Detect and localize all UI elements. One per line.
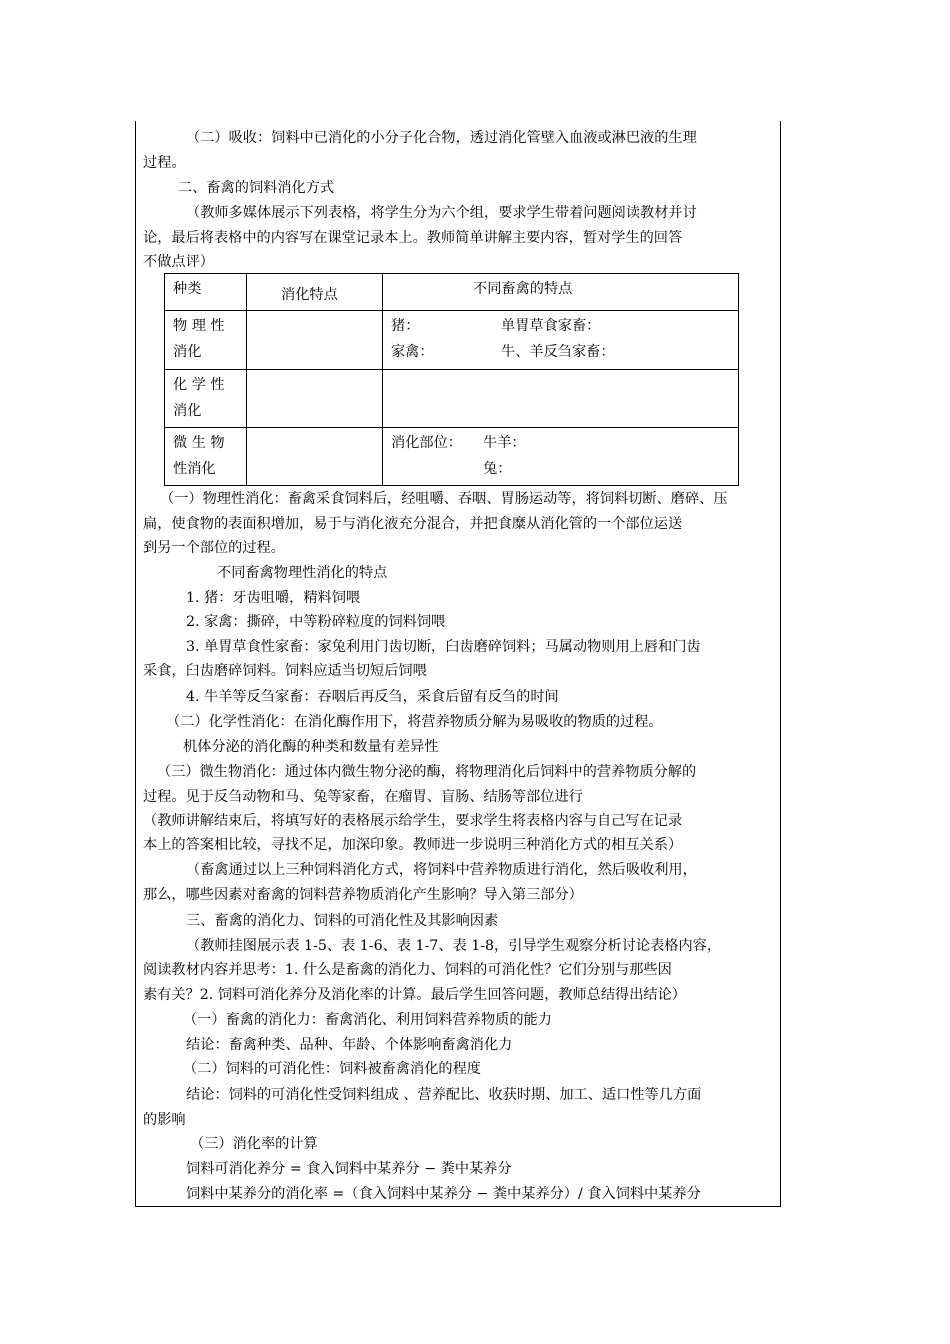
text-line: 素有关？2. 饲料可消化养分及消化率的计算。最后学生回答问题，教师总结得出结论） — [143, 987, 686, 1003]
text-line: （三）消化率的计算 — [190, 1136, 318, 1152]
text-line: （二）吸收：饲料中已消化的小分子化合物，透过消化管壁入血液或淋巴液的生理 — [186, 130, 697, 146]
row-type-line: 消化 — [173, 344, 202, 360]
row-animals-cell — [383, 428, 739, 486]
text-line: （畜禽通过以上三种饲料消化方式，将饲料中营养物质进行消化，然后吸收利用， — [186, 862, 697, 878]
list-item: 2. 家禽：撕碎，中等粉碎粒度的饲料饲喂 — [186, 614, 446, 630]
table-row — [165, 311, 739, 370]
text-line: （三）微生物消化：通过体内微生物分泌的酶，将物理消化后饲料中的营养物质分解的 — [157, 764, 697, 780]
formula-line: 饲料中某养分的消化率 =（食入饲料中某养分 − 粪中某养分）/ 食入饲料中某养分 — [186, 1186, 701, 1202]
text-line: 不做点评） — [143, 254, 214, 270]
header-type: 种类 — [165, 274, 247, 311]
row-type-line: 性消化 — [173, 461, 216, 477]
text-line: （一）物理性消化：畜禽采食饲料后，经咀嚼、吞咽、胃肠运动等，将饲料切断、磨碎、压 — [160, 491, 728, 507]
text-line: （教师挂图展示表 1-5、表 1-6、表 1-7、表 1-8，引导学生观察分析讨论表格内容， — [186, 938, 722, 954]
list-item: 4. 牛羊等反刍家畜：吞咽后再反刍，采食后留有反刍的时间 — [186, 689, 559, 705]
list-item: 1. 猪：牙齿咀嚼，精料饲喂 — [186, 590, 361, 606]
section-heading: 三、畜禽的消化力、饲料的可消化性及其影响因素 — [186, 913, 499, 929]
cell-text: 牛、羊反刍家畜： — [501, 344, 615, 360]
cell-text: 单胃草食家畜： — [501, 318, 601, 334]
section-heading: 二、畜禽的饲料消化方式 — [178, 180, 335, 196]
cell-text: 牛羊： — [483, 435, 526, 451]
row-type — [165, 370, 247, 428]
row-type — [165, 311, 247, 370]
sub-heading: 不同畜禽物理性消化的特点 — [217, 565, 388, 581]
table-row — [165, 428, 739, 486]
text-line: 到另一个部位的过程。 — [143, 540, 285, 556]
row-type-line: 微 生 物 — [173, 435, 225, 451]
text-line: （二）化学性消化：在消化酶作用下，将营养物质分解为易吸收的物质的过程。 — [166, 714, 663, 730]
table-header-row — [165, 274, 739, 311]
text-line: 结论：畜禽种类、品种、年龄、个体影响畜禽消化力 — [186, 1037, 513, 1053]
text-line: 论，最后将表格中的内容写在课堂记录本上。教师简单讲解主要内容，暂对学生的回答 — [143, 230, 683, 246]
header-feature: 消化特点 — [247, 274, 383, 311]
text-line: 过程。见于反刍动物和马、兔等家畜，在瘤胃、盲肠、结肠等部位进行 — [143, 789, 583, 805]
text-line: 那么，哪些因素对畜禽的饲料营养物质消化产生影响？导入第三部分） — [143, 887, 583, 903]
row-feature-cell — [247, 370, 383, 428]
text-line: （二）饲料的可消化性：饲料被畜禽消化的程度 — [183, 1061, 481, 1077]
cell-text: 家禽： — [391, 344, 434, 360]
text-line: （教师讲解结束后，将填写好的表格展示给学生，要求学生将表格内容与自己写在记录 — [143, 813, 683, 829]
text-line: 结论：饲料的可消化性受饲料组成 、营养配比、收获时期、加工、适口性等几方面 — [186, 1087, 702, 1103]
text-line: 本上的答案相比较，寻找不足，加深印象。教师进一步说明三种消化方式的相互关系） — [143, 837, 683, 853]
text-line: （一）畜禽的消化力：畜禽消化、利用饲料营养物质的能力 — [183, 1012, 552, 1028]
row-animals-cell — [383, 311, 739, 370]
text-line: 采食，臼齿磨碎饲料。饲料应适当切短后饲喂 — [143, 663, 427, 679]
text-line: 机体分泌的消化酶的种类和数量有差异性 — [183, 739, 439, 755]
cell-text: 消化部位： — [391, 435, 462, 451]
text-line: 过程。 — [143, 155, 186, 171]
row-type — [165, 428, 247, 486]
row-type-line: 消化 — [173, 403, 202, 419]
row-type-line: 物 理 性 — [173, 318, 225, 334]
text-line: 的影响 — [143, 1112, 186, 1128]
list-item: 3. 单胃草食性家畜：家兔利用门齿切断，臼齿磨碎饲料；马属动物则用上唇和门齿 — [186, 639, 701, 655]
cell-text: 猪： — [391, 318, 420, 334]
table-row — [165, 370, 739, 428]
row-type-line: 化 学 性 — [173, 377, 225, 393]
text-line: 扁，使食物的表面积增加，易于与消化液充分混合，并把食糜从消化管的一个部位运送 — [143, 516, 683, 532]
row-feature-cell — [247, 311, 383, 370]
cell-text: 兔： — [483, 461, 512, 477]
row-feature-cell — [247, 428, 383, 486]
header-animals: 不同畜禽的特点 — [383, 274, 739, 311]
text-line: 阅读教材内容并思考：1. 什么是畜禽的消化力、饲料的可消化性？它们分别与那些因 — [143, 962, 672, 978]
digestion-table — [164, 273, 739, 486]
text-line: （教师多媒体展示下列表格，将学生分为六个组，要求学生带着问题阅读教材并讨 — [186, 205, 697, 221]
row-animals-cell — [383, 370, 739, 428]
formula-line: 饲料可消化养分 = 食入饲料中某养分 − 粪中某养分 — [186, 1161, 512, 1177]
